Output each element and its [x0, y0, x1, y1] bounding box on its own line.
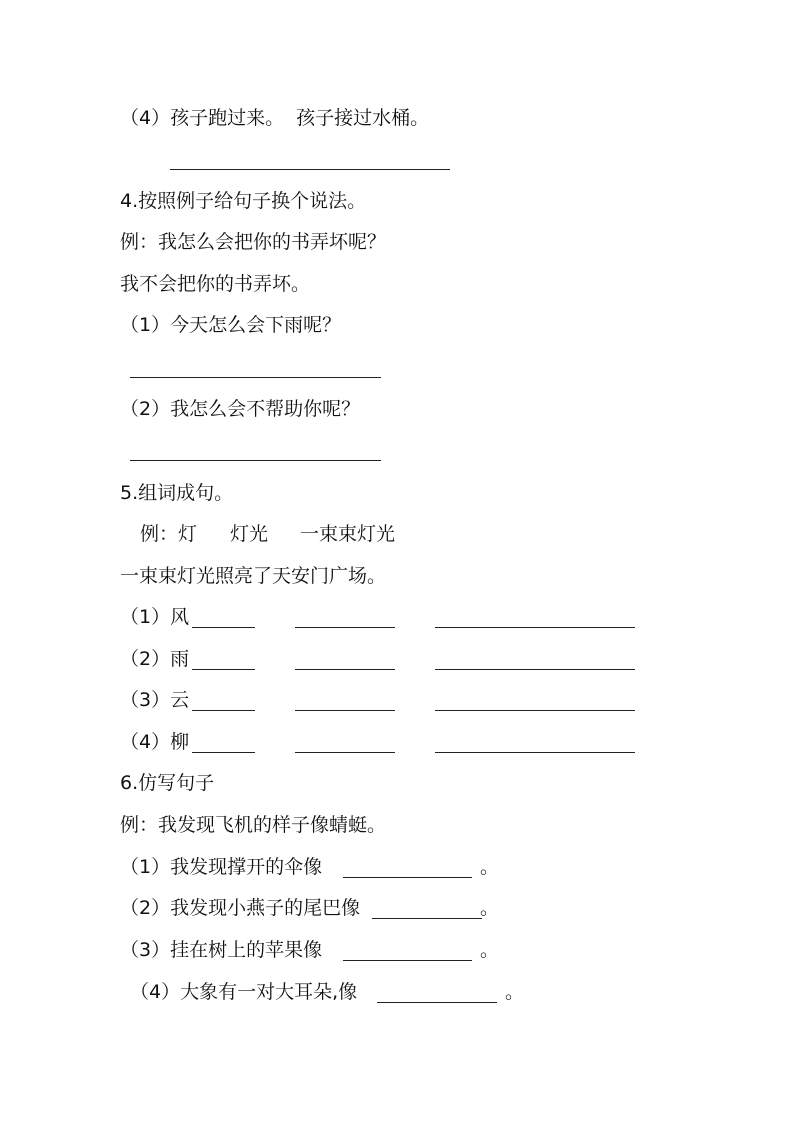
q5-item3-sentence-blank[interactable]	[435, 709, 635, 711]
q5-item1-phrase-blank[interactable]	[295, 626, 395, 628]
q5-item4-label: （4）柳	[120, 731, 190, 753]
q5-item4-phrase-blank[interactable]	[295, 751, 395, 753]
q4-item2: （2）我怎么会不帮助你呢？	[120, 398, 361, 420]
q5-item2-phrase-blank[interactable]	[295, 668, 395, 670]
q6-item1-period: 。	[480, 856, 500, 878]
q6-item2-period: 。	[480, 897, 500, 919]
q5-item3-label: （3）云	[120, 689, 190, 711]
q5-item2-label: （2）雨	[120, 648, 190, 670]
q6-item4-answer-blank[interactable]	[377, 1001, 497, 1003]
q3-item4: （4）孩子跑过来。 孩子接过水桶。	[120, 107, 430, 129]
q4-item2-answer-blank[interactable]	[130, 459, 381, 461]
q6-item3-answer-blank[interactable]	[343, 959, 472, 961]
q5-item1-word-blank[interactable]	[192, 626, 255, 628]
q5-heading: 5.组词成句。	[120, 482, 234, 504]
q5-example-label: 例：灯	[140, 523, 198, 545]
q5-item3-phrase-blank[interactable]	[295, 709, 395, 711]
q6-item4-period: 。	[505, 981, 525, 1003]
q5-item1-label: （1）风	[120, 606, 190, 628]
q4-item1-answer-blank[interactable]	[130, 376, 381, 378]
q4-example-question: 例：我怎么会把你的书弄坏呢？	[120, 231, 387, 253]
q4-example-answer: 我不会把你的书弄坏。	[120, 273, 311, 295]
q6-item1-answer-blank[interactable]	[343, 876, 472, 878]
q5-item1-sentence-blank[interactable]	[435, 626, 635, 628]
q3-item4-answer-blank[interactable]	[170, 168, 450, 170]
q4-item1: （1）今天怎么会下雨呢？	[120, 314, 342, 336]
q5-item2-word-blank[interactable]	[192, 668, 255, 670]
q5-item4-sentence-blank[interactable]	[435, 751, 635, 753]
q5-example-word: 灯光	[230, 523, 269, 545]
q5-example-sentence: 一束束灯光照亮了天安门广场。	[120, 565, 387, 587]
q5-item3-word-blank[interactable]	[192, 709, 255, 711]
q6-item3-period: 。	[480, 939, 500, 961]
q6-item2: （2）我发现小燕子的尾巴像	[120, 897, 361, 919]
q6-item3: （3）挂在树上的苹果像	[120, 939, 323, 961]
q6-heading: 6.仿写句子	[120, 772, 215, 794]
q5-item4-word-blank[interactable]	[192, 751, 255, 753]
q5-item2-sentence-blank[interactable]	[435, 668, 635, 670]
q6-item2-answer-blank[interactable]	[372, 917, 482, 919]
q5-example-phrase: 一束束灯光	[300, 523, 396, 545]
q6-item4: （4）大象有一对大耳朵,像	[130, 981, 358, 1003]
q4-heading: 4.按照例子给句子换个说法。	[120, 190, 367, 212]
q6-example: 例：我发现飞机的样子像蜻蜓。	[120, 814, 387, 836]
q6-item1: （1）我发现撑开的伞像	[120, 856, 323, 878]
